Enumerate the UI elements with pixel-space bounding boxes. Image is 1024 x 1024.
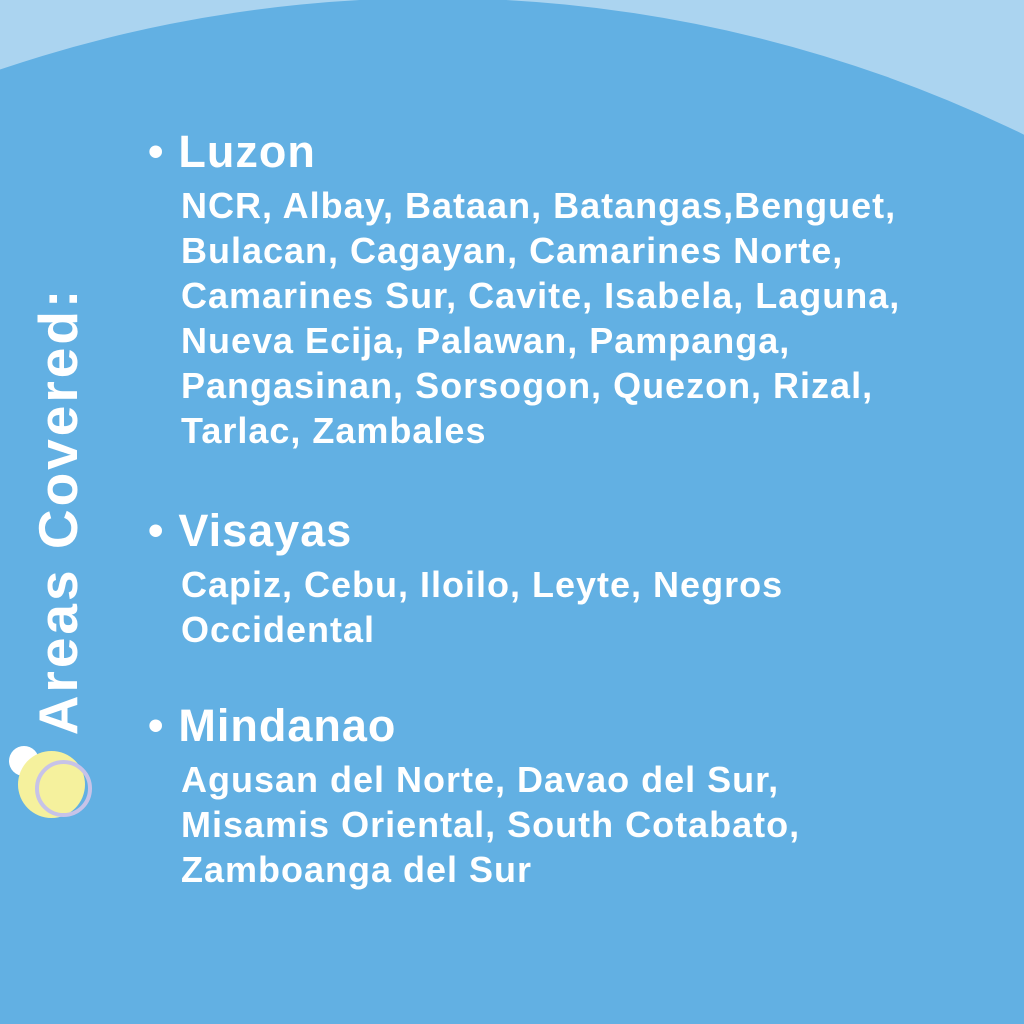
section-luzon-heading: Luzon <box>178 126 316 177</box>
bullet-icon: • <box>148 506 164 555</box>
section-mindanao-line: Zamboanga del Sur <box>181 849 533 890</box>
section-mindanao <box>148 698 958 892</box>
section-visayas-heading-row <box>148 503 958 559</box>
section-luzon-line: NCR, Albay, Bataan, Batangas,Benguet, <box>181 185 897 226</box>
section-luzon-line: Nueva Ecija, Palawan, Pampanga, <box>181 320 791 361</box>
section-visayas-line: Occidental <box>181 609 376 650</box>
page-title-text: Areas Covered: <box>27 286 89 736</box>
bullet-icon: • <box>148 127 164 176</box>
section-mindanao-line: Misamis Oriental, South Cotabato, <box>181 804 801 845</box>
section-luzon <box>148 124 958 453</box>
section-visayas-line: Capiz, Cebu, Iloilo, Leyte, Negros <box>181 564 784 605</box>
ring-circle-decor <box>35 760 92 817</box>
vertical-page-title <box>28 271 88 751</box>
section-luzon-heading-row <box>148 124 958 180</box>
section-visayas <box>148 503 958 652</box>
section-luzon-line: Pangasinan, Sorsogon, Quezon, Rizal, <box>181 365 874 406</box>
section-luzon-line: Tarlac, Zambales <box>181 410 487 451</box>
section-mindanao-heading: Mindanao <box>178 700 397 751</box>
bullet-icon: • <box>148 701 164 750</box>
section-mindanao-heading-row <box>148 698 958 754</box>
section-luzon-line: Bulacan, Cagayan, Camarines Norte, <box>181 230 844 271</box>
section-mindanao-line: Agusan del Norte, Davao del Sur, <box>181 759 780 800</box>
section-luzon-line: Camarines Sur, Cavite, Isabela, Laguna, <box>181 275 901 316</box>
section-visayas-heading: Visayas <box>178 505 353 556</box>
